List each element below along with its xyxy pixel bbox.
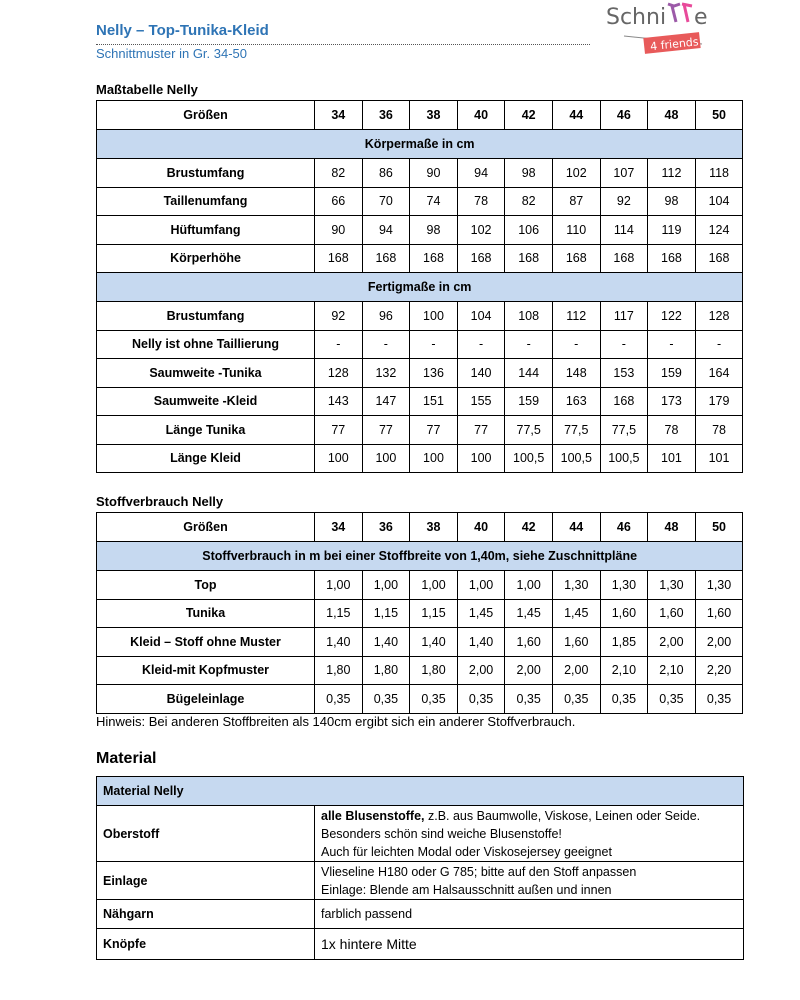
table-cell: 101 xyxy=(648,444,696,473)
table-cell: 94 xyxy=(457,159,505,188)
table-cell: 1,30 xyxy=(648,571,696,600)
svg-text:e: e xyxy=(694,5,708,30)
table-cell: - xyxy=(457,330,505,359)
table-cell: 0,35 xyxy=(552,685,600,714)
table-cell: 102 xyxy=(457,216,505,245)
row-label: Brustumfang xyxy=(97,302,315,331)
material-label: Knöpfe xyxy=(97,929,315,960)
table-cell: 128 xyxy=(315,359,363,388)
material-title: Material Nelly xyxy=(97,777,744,806)
svg-text:4 friends: 4 friends xyxy=(649,35,700,54)
table-cell: 1,00 xyxy=(315,571,363,600)
material-value xyxy=(315,862,744,900)
table-cell: 98 xyxy=(648,187,696,216)
material-bold: alle Blusenstoffe, xyxy=(321,808,425,823)
table-cell: 100 xyxy=(410,302,458,331)
size-header-cell: 48 xyxy=(648,101,696,130)
table-cell: 66 xyxy=(315,187,363,216)
size-header-cell: 40 xyxy=(457,101,505,130)
size-header-cell: 50 xyxy=(695,513,743,542)
table-row xyxy=(97,359,743,388)
size-table-heading: Maßtabelle Nelly xyxy=(96,82,198,97)
table-row xyxy=(97,159,743,188)
table-cell: 143 xyxy=(315,387,363,416)
table-cell: 70 xyxy=(362,187,410,216)
table-cell: 159 xyxy=(648,359,696,388)
table-row xyxy=(97,387,743,416)
table-cell: 1,40 xyxy=(362,628,410,657)
table-cell: 168 xyxy=(315,244,363,273)
table-cell: 1,40 xyxy=(315,628,363,657)
table-cell: - xyxy=(695,330,743,359)
row-label: Länge Kleid xyxy=(97,444,315,473)
fabric-table-heading: Stoffverbrauch Nelly xyxy=(96,494,224,509)
table-cell: 0,35 xyxy=(695,685,743,714)
table-cell: - xyxy=(362,330,410,359)
table-cell: 163 xyxy=(552,387,600,416)
material-line: 1x hintere Mitte xyxy=(321,936,417,952)
size-header-cell: 36 xyxy=(362,513,410,542)
size-header-label: Größen xyxy=(97,513,315,542)
row-label: Kleid – Stoff ohne Muster xyxy=(97,628,315,657)
table-cell: 140 xyxy=(457,359,505,388)
table-cell: 173 xyxy=(648,387,696,416)
table-cell: 110 xyxy=(552,216,600,245)
table-cell: 77,5 xyxy=(505,416,553,445)
table-cell: 1,60 xyxy=(600,599,648,628)
size-header-cell: 38 xyxy=(410,101,458,130)
table-cell: 94 xyxy=(362,216,410,245)
fabric-note: Hinweis: Bei anderen Stoffbreiten als 140cm ergibt sich ein anderer Stoffverbrauch. xyxy=(96,714,576,729)
material-value xyxy=(315,929,744,960)
table-cell: 92 xyxy=(315,302,363,331)
table-cell: 124 xyxy=(695,216,743,245)
table-cell: 0,35 xyxy=(457,685,505,714)
table-cell: 1,00 xyxy=(410,571,458,600)
table-cell: 100 xyxy=(315,444,363,473)
table-cell: 1,00 xyxy=(457,571,505,600)
table-cell: 0,35 xyxy=(362,685,410,714)
size-header-cell: 34 xyxy=(315,513,363,542)
table-cell: 168 xyxy=(695,244,743,273)
table-row xyxy=(97,244,743,273)
size-header-cell: 44 xyxy=(552,101,600,130)
material-row xyxy=(97,806,744,862)
table-row xyxy=(97,444,743,473)
table-cell: 2,00 xyxy=(695,628,743,657)
size-header-cell: 40 xyxy=(457,513,505,542)
page-subtitle: Schnittmuster in Gr. 34-50 xyxy=(96,46,248,61)
table-row xyxy=(97,628,743,657)
table-cell: 136 xyxy=(410,359,458,388)
table-cell: 0,35 xyxy=(505,685,553,714)
table-cell: 98 xyxy=(505,159,553,188)
table-cell: - xyxy=(552,330,600,359)
table-cell: 2,20 xyxy=(695,656,743,685)
table-cell: 0,35 xyxy=(648,685,696,714)
table-cell: 2,00 xyxy=(648,628,696,657)
size-header-row xyxy=(97,513,743,542)
table-cell: 100 xyxy=(410,444,458,473)
table-cell: 2,10 xyxy=(648,656,696,685)
material-value xyxy=(315,900,744,929)
table-cell: - xyxy=(600,330,648,359)
table-cell: 118 xyxy=(695,159,743,188)
table-cell: 168 xyxy=(457,244,505,273)
table-cell: 117 xyxy=(600,302,648,331)
table-cell: 1,60 xyxy=(552,628,600,657)
size-header-label: Größen xyxy=(97,101,315,130)
material-label: Nähgarn xyxy=(97,900,315,929)
material-row xyxy=(97,929,744,960)
table-cell: 147 xyxy=(362,387,410,416)
table-cell: 77 xyxy=(362,416,410,445)
table-cell: 92 xyxy=(600,187,648,216)
section-row xyxy=(97,130,743,159)
table-cell: 74 xyxy=(410,187,458,216)
table-row xyxy=(97,302,743,331)
table-cell: 122 xyxy=(648,302,696,331)
table-cell: 1,00 xyxy=(362,571,410,600)
table-cell: 168 xyxy=(505,244,553,273)
table-cell: 1,45 xyxy=(552,599,600,628)
table-cell: 0,35 xyxy=(410,685,458,714)
table-cell: 96 xyxy=(362,302,410,331)
table-cell: 2,00 xyxy=(457,656,505,685)
row-label: Brustumfang xyxy=(97,159,315,188)
table-cell: 1,00 xyxy=(505,571,553,600)
table-cell: 1,30 xyxy=(552,571,600,600)
size-header-cell: 38 xyxy=(410,513,458,542)
table-cell: 148 xyxy=(552,359,600,388)
table-cell: 1,15 xyxy=(410,599,458,628)
table-row xyxy=(97,571,743,600)
table-cell: 100,5 xyxy=(552,444,600,473)
table-cell: 159 xyxy=(505,387,553,416)
table-cell: 128 xyxy=(695,302,743,331)
table-cell: 168 xyxy=(648,244,696,273)
section-label: Stoffverbrauch in m bei einer Stoffbreite von 1,40m, siehe Zuschnittpläne xyxy=(97,542,743,571)
table-cell: 100,5 xyxy=(505,444,553,473)
page-title: Nelly – Top-Tunika-Kleid xyxy=(96,22,269,39)
size-header-cell: 50 xyxy=(695,101,743,130)
material-label: Oberstoff xyxy=(97,806,315,862)
table-cell: 1,45 xyxy=(457,599,505,628)
size-header-cell: 36 xyxy=(362,101,410,130)
material-line: farblich passend xyxy=(321,907,413,921)
material-label: Einlage xyxy=(97,862,315,900)
table-cell: 0,35 xyxy=(600,685,648,714)
table-cell: 1,80 xyxy=(410,656,458,685)
material-table xyxy=(96,776,744,960)
table-cell: 1,30 xyxy=(600,571,648,600)
size-header-cell: 42 xyxy=(505,513,553,542)
table-cell: - xyxy=(648,330,696,359)
section-row xyxy=(97,273,743,302)
table-cell: 1,15 xyxy=(315,599,363,628)
table-cell: 104 xyxy=(457,302,505,331)
table-row xyxy=(97,216,743,245)
size-header-cell: 48 xyxy=(648,513,696,542)
table-cell: 108 xyxy=(505,302,553,331)
table-cell: 1,80 xyxy=(362,656,410,685)
table-cell: 2,00 xyxy=(505,656,553,685)
material-value xyxy=(315,806,744,862)
table-cell: 90 xyxy=(410,159,458,188)
table-cell: 78 xyxy=(695,416,743,445)
table-cell: 106 xyxy=(505,216,553,245)
table-cell: 78 xyxy=(457,187,505,216)
table-cell: 1,40 xyxy=(457,628,505,657)
material-line: Auch für leichten Modal oder Viskosejersey geeignet xyxy=(321,844,612,859)
table-row xyxy=(97,187,743,216)
size-header-cell: 34 xyxy=(315,101,363,130)
section-label: Körpermaße in cm xyxy=(97,130,743,159)
table-cell: 144 xyxy=(505,359,553,388)
table-cell: 90 xyxy=(315,216,363,245)
table-cell: 2,10 xyxy=(600,656,648,685)
table-cell: 104 xyxy=(695,187,743,216)
table-cell: 82 xyxy=(315,159,363,188)
svg-text:Schni: Schni xyxy=(606,5,667,30)
row-label: Kleid-mit Kopfmuster xyxy=(97,656,315,685)
size-header-cell: 46 xyxy=(600,513,648,542)
row-label: Tunika xyxy=(97,599,315,628)
material-line: Besonders schön sind weiche Blusenstoffe! xyxy=(321,826,562,841)
table-cell: 132 xyxy=(362,359,410,388)
table-row xyxy=(97,416,743,445)
table-cell: 168 xyxy=(362,244,410,273)
size-header-row xyxy=(97,101,743,130)
material-line: Einlage: Blende am Halsausschnitt außen und innen xyxy=(321,882,612,897)
table-cell: 164 xyxy=(695,359,743,388)
table-cell: 168 xyxy=(552,244,600,273)
row-label: Nelly ist ohne Taillierung xyxy=(97,330,315,359)
row-label: Länge Tunika xyxy=(97,416,315,445)
table-cell: 100 xyxy=(362,444,410,473)
table-cell: 119 xyxy=(648,216,696,245)
table-cell: 153 xyxy=(600,359,648,388)
row-label: Körperhöhe xyxy=(97,244,315,273)
table-cell: - xyxy=(505,330,553,359)
table-cell: 1,40 xyxy=(410,628,458,657)
row-label: Saumweite -Tunika xyxy=(97,359,315,388)
size-header-cell: 44 xyxy=(552,513,600,542)
table-cell: 77 xyxy=(410,416,458,445)
table-cell: - xyxy=(315,330,363,359)
row-label: Saumweite -Kleid xyxy=(97,387,315,416)
table-cell: 87 xyxy=(552,187,600,216)
row-label: Hüftumfang xyxy=(97,216,315,245)
material-line: alle Blusenstoffe, z.B. aus Baumwolle, Viskose, Leinen oder Seide. xyxy=(321,808,701,823)
row-label: Bügeleinlage xyxy=(97,685,315,714)
size-header-cell: 42 xyxy=(505,101,553,130)
row-label: Top xyxy=(97,571,315,600)
table-cell: 77,5 xyxy=(552,416,600,445)
material-row xyxy=(97,862,744,900)
table-cell: 0,35 xyxy=(315,685,363,714)
table-cell: 168 xyxy=(600,244,648,273)
table-cell: 179 xyxy=(695,387,743,416)
table-cell: 77,5 xyxy=(600,416,648,445)
table-cell: 98 xyxy=(410,216,458,245)
table-cell: 82 xyxy=(505,187,553,216)
table-cell: 168 xyxy=(410,244,458,273)
material-row xyxy=(97,900,744,929)
row-label: Taillenumfang xyxy=(97,187,315,216)
table-row xyxy=(97,599,743,628)
table-cell: 100,5 xyxy=(600,444,648,473)
section-label: Fertigmaße in cm xyxy=(97,273,743,302)
table-cell: 2,00 xyxy=(552,656,600,685)
table-cell: 77 xyxy=(315,416,363,445)
divider xyxy=(96,44,590,45)
table-cell: 114 xyxy=(600,216,648,245)
table-cell: 1,80 xyxy=(315,656,363,685)
table-cell: 1,85 xyxy=(600,628,648,657)
table-cell: 168 xyxy=(600,387,648,416)
table-cell: 1,30 xyxy=(695,571,743,600)
material-heading: Material xyxy=(96,750,157,767)
table-cell: 151 xyxy=(410,387,458,416)
table-cell: 112 xyxy=(552,302,600,331)
fabric-table xyxy=(96,512,743,714)
table-cell: 112 xyxy=(648,159,696,188)
table-cell: 100 xyxy=(457,444,505,473)
size-table xyxy=(96,100,743,473)
brand-logo xyxy=(604,0,716,58)
table-row xyxy=(97,685,743,714)
table-cell: 78 xyxy=(648,416,696,445)
table-cell: 101 xyxy=(695,444,743,473)
table-row xyxy=(97,330,743,359)
table-cell: 1,60 xyxy=(695,599,743,628)
table-cell: 102 xyxy=(552,159,600,188)
material-title-row xyxy=(97,777,744,806)
material-line: Vlieseline H180 oder G 785; bitte auf den Stoff anpassen xyxy=(321,864,637,879)
size-header-cell: 46 xyxy=(600,101,648,130)
table-cell: 1,45 xyxy=(505,599,553,628)
table-cell: 86 xyxy=(362,159,410,188)
table-cell: 1,15 xyxy=(362,599,410,628)
table-cell: 77 xyxy=(457,416,505,445)
table-cell: 1,60 xyxy=(648,599,696,628)
table-cell: 107 xyxy=(600,159,648,188)
table-cell: - xyxy=(410,330,458,359)
table-cell: 1,60 xyxy=(505,628,553,657)
table-cell: 155 xyxy=(457,387,505,416)
table-row xyxy=(97,656,743,685)
section-row xyxy=(97,542,743,571)
